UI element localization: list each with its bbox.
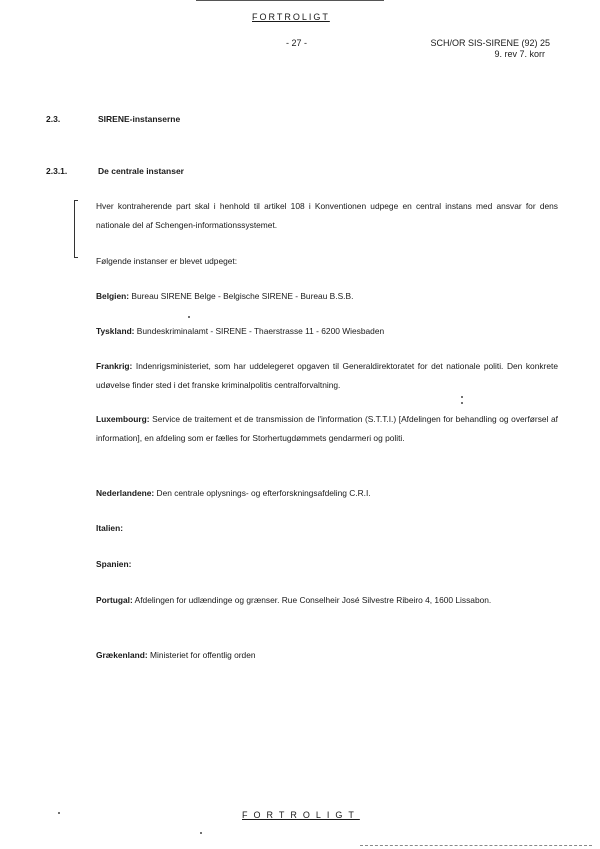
- footer-rule: [360, 845, 592, 847]
- country-name: Italien:: [96, 523, 123, 533]
- country-entry-italien: [96, 519, 558, 538]
- country-entry-luxembourg: [96, 410, 558, 448]
- section-title: SIRENE-instanserne: [98, 114, 181, 124]
- designated-paragraph: Følgende instanser er blevet udpeget:: [96, 256, 238, 266]
- country-text: Den centrale oplysnings- og efterforskningsafdeling C.R.I.: [154, 488, 371, 498]
- scan-speck: [461, 402, 463, 404]
- country-name: Belgien:: [96, 291, 130, 301]
- country-text: Bureau SIRENE Belge - Belgische SIRENE - Bureau B.S.B.: [129, 291, 354, 301]
- country-entry-portugal: [96, 591, 558, 610]
- country-entry-spanien: [96, 555, 558, 574]
- country-name: Luxembourg:: [96, 414, 150, 424]
- country-text: Indenrigsministeriet, som har uddelegeret opgaven til Generaldirektoratet for det nationale politi. Den konkrete udøvelse finder sted i det franske kriminalpolitis centralforvaltning.: [96, 361, 558, 390]
- country-entry-graekenland: [96, 646, 558, 665]
- scan-speck: [200, 832, 202, 834]
- subsection-title: De centrale instanser: [98, 166, 184, 176]
- country-entry-nederlandene: [96, 484, 558, 503]
- country-entry-tyskland: [96, 322, 558, 341]
- country-text: Afdelingen for udlændinge og grænser. Rue Conselheir José Silvestre Ribeiro 4, 1600 Lissabon.: [132, 595, 492, 605]
- margin-change-bracket: [74, 200, 78, 258]
- reference-line-2: 9. rev 7. korr: [494, 49, 545, 59]
- country-name: Frankrig:: [96, 361, 133, 371]
- header-classification: FORTROLIGT: [252, 12, 330, 22]
- scan-speck: [58, 812, 60, 814]
- subsection-number: 2.3.1.: [46, 166, 68, 176]
- country-name: Spanien:: [96, 559, 132, 569]
- intro-paragraph: Hver kontraherende part skal i henhold til artikel 108 i Konventionen udpege en central instans med ansvar for dens nationale del af Schengen-informationssystemet.: [96, 201, 558, 230]
- country-name: Grækenland:: [96, 650, 148, 660]
- reference-line-1: SCH/OR SIS-SIRENE (92) 25: [430, 38, 550, 48]
- country-name: Tyskland:: [96, 326, 135, 336]
- header-rule: [196, 0, 384, 1]
- country-text: Ministeriet for offentlig orden: [147, 650, 256, 660]
- scan-speck: [461, 396, 463, 398]
- section-number: 2.3.: [46, 114, 61, 124]
- country-name: Portugal:: [96, 595, 133, 605]
- country-text: Bundeskriminalamt - SIRENE - Thaerstrasse 11 - 6200 Wiesbaden: [134, 326, 385, 336]
- country-entry-frankrig: [96, 357, 558, 395]
- page-number: - 27 -: [286, 38, 308, 48]
- scan-speck: [188, 316, 190, 318]
- country-text: Service de traitement et de transmission de l'information (S.T.T.I.) [Afdelingen for behandling og overførsel af information], en afdeling som er fælles for Storhertugdømmets gendarmeri og politi.: [96, 414, 558, 443]
- country-name: Nederlandene:: [96, 488, 155, 498]
- country-entry-belgien: [96, 287, 558, 306]
- footer-classification: FORTROLIGT: [242, 810, 360, 820]
